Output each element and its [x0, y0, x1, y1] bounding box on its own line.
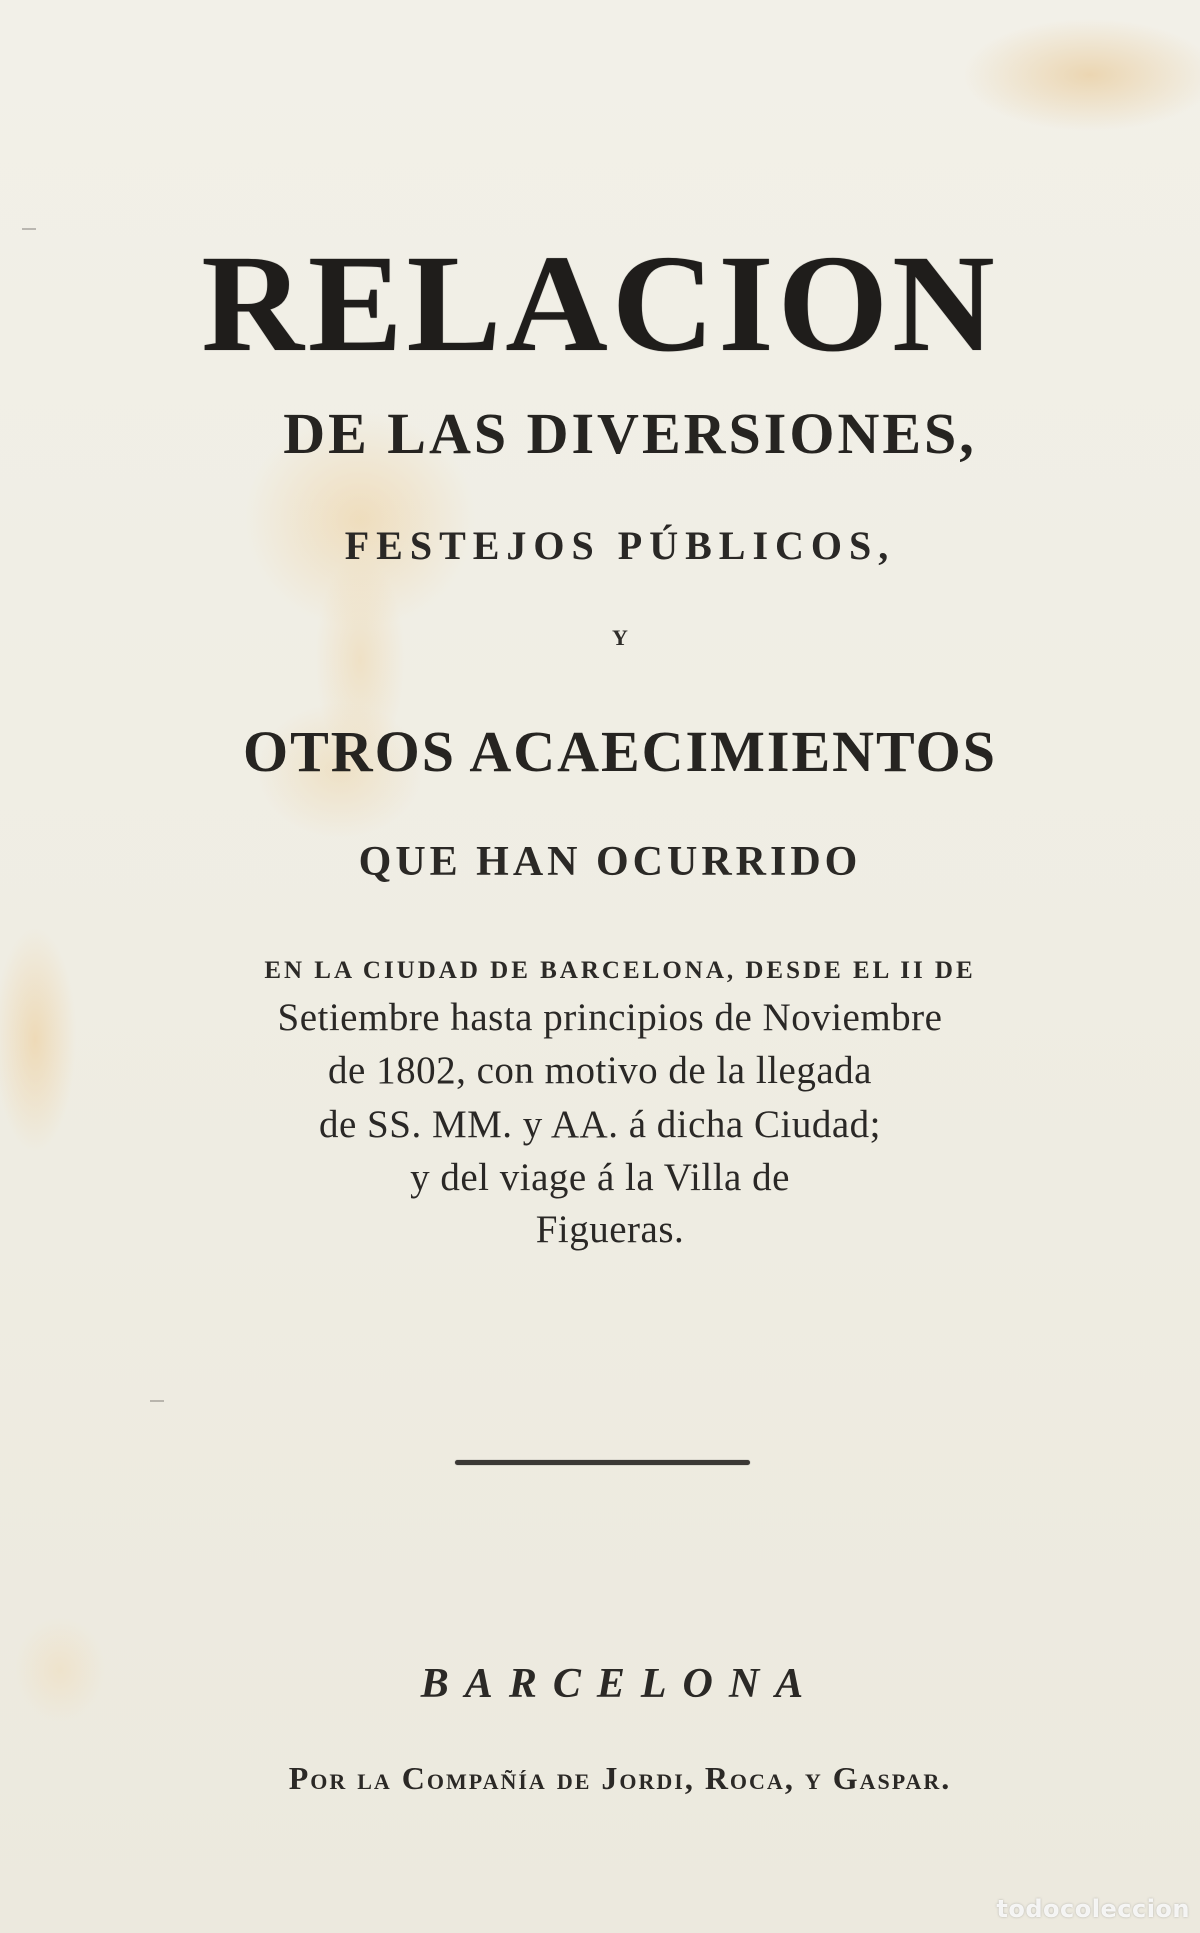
margin-mark [150, 1400, 164, 1402]
body-line-2: de 1802, con motivo de la llegada [328, 1049, 872, 1092]
subtitle-line-2: FESTEJOS PÚBLICOS, [344, 523, 896, 568]
subtitle-conjunction: Y [612, 625, 628, 650]
smallcaps-line: EN LA CIUDAD DE BARCELONA, DESDE EL II DE [264, 957, 976, 984]
imprint-printer: Por la Compañía de Jordi, Roca, y Gaspar. [288, 1760, 952, 1796]
horizontal-rule-divider [455, 1460, 750, 1465]
body-line-4: y del viage á la Villa de [410, 1156, 790, 1199]
body-line-5: Figueras. [535, 1208, 685, 1251]
page-title: RELACION [201, 225, 999, 381]
body-line-1: Setiembre hasta principios de Noviembre [277, 996, 943, 1039]
imprint-city: BARCELONA [420, 1661, 820, 1707]
subtitle-line-1: DE LAS DIVERSIONES, [283, 401, 977, 466]
subtitle-line-3: OTROS ACAECIMIENTOS [242, 719, 998, 784]
watermark-logo: todocoleccion [996, 1895, 1190, 1923]
subtitle-line-4: QUE HAN OCURRIDO [358, 839, 862, 885]
body-line-3: de SS. MM. y AA. á dicha Ciudad; [319, 1103, 881, 1146]
margin-mark [22, 228, 36, 230]
